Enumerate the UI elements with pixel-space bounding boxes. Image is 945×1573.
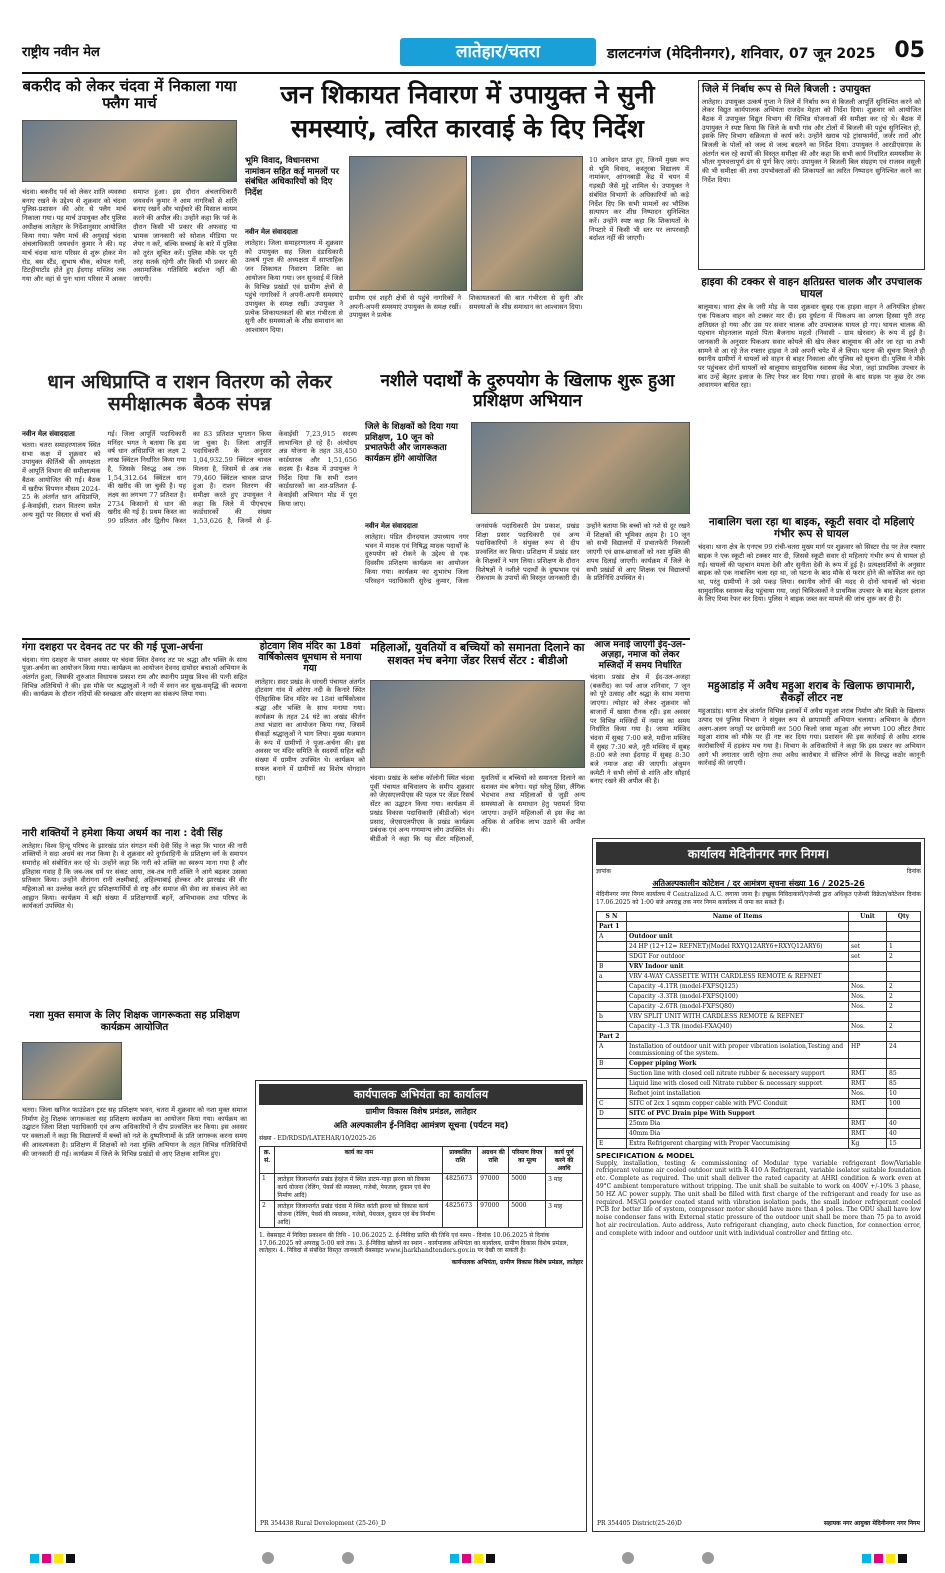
article-eid [590,640,690,786]
cell [597,951,627,961]
cell: E [597,1138,627,1148]
tender-notes: 1. वेबसाइट में निविदा प्रकाशन की तिथि - 10.06.2025 2. ई-निविदा प्राप्ति की तिथि एवं समय - दिनांक 10.06.2025 से दिनांक 17.06.2025 को अपराह्न 5:00 बजे तक। 3. ई-निविदा खोलने का स्थान - कार्यपालक अभियंता का कार्यालय, ग्रामीण विकास विशेष प्रमंडल, लातेहार। 4. निविदा से संबंधित विस्तृत जानकारी वेबसाइट www.jharkhandtenders.gov.in पर देखी जा सकती है। [259,1231,569,1255]
tender-table [596,911,921,1149]
table-row [597,921,921,931]
cell: 2 [260,1200,275,1227]
cell: set [849,951,887,961]
article-drugs [365,372,690,634]
col-header: क्र. सं. [260,1146,275,1173]
cell [597,1088,627,1098]
col-header: कार्य का नाम [275,1146,443,1173]
article-body: चतरा। जिला खनिज फाउंडेशन ट्रस्ट सह प्रशिक्षण भवन, चतरा में शुक्रवार को नशा मुक्त समाज निर्माण हेतु शिक्षक जागरूकता सह प्रशिक्षण कार्यक्रम का आयोजन किया गया। कार्यक्रम का उद्घाटन जिला शिक्षा पदाधिकारी एवं अन्य अधिकारियों ने दीप प्रज्वलित कर किया। इस अवसर पर वक्ताओं ने कहा कि विद्यालयों में बच्चों को नशे के दुष्परिणामों के प्रति जागरूक करना समय की आवश्यकता है। प्रशिक्षण में शिक्षकों को नशा मुक्ति अभियान के तहत विभिन्न गतिविधियों की जानकारी दी गई। कार्यक्रम में जिले के विभिन्न प्रखंडों से आए शिक्षक शामिल हुए। [22,1106,247,1158]
tender-ref-line [596,868,921,876]
cell [849,1108,887,1118]
headline: हाइवा की टक्कर से वाहन क्षतिग्रस्त चालक और उपचालक घायल [701,276,922,301]
table-row [597,1118,921,1128]
cell [597,1128,627,1138]
cell: RMT [849,1098,887,1108]
cell [887,1011,921,1021]
cell: Outdoor unit [627,931,849,941]
cell [849,1058,887,1068]
table-row [597,961,921,971]
cell: 4825673 [443,1200,478,1227]
yellow-swatch [886,1554,895,1563]
cell: A [597,1041,627,1058]
registration-dot [702,1552,714,1564]
table-row [597,1011,921,1021]
col-header: Unit [849,911,887,921]
col-header: Qty [887,911,921,921]
table-row [597,941,921,951]
cell: RMT [849,1128,887,1138]
black-swatch [66,1554,75,1563]
headline: नाबालिग चला रहा था बाइक, स्कूटी सवार दो महिलाएं गंभीर रूप से घायल [708,516,915,541]
tender-intro: मेदिनीनगर नगर निगम कार्यालय में Centralized A.C. लगाया जाना है। इच्छुक निविदाकारों/एजेन्सी द्वारा अधिकृत एजेन्सी विक्रेता/कोटेशन दिनांक 17.06.2025 को 1:00 बजे अपराह्न तक नगर निगम कार्यालय में जमा कर सकते हैं। [596,890,921,906]
cell: VRV Indoor unit [627,961,849,971]
cell: Part 2 [597,1031,627,1041]
cell [887,1108,921,1118]
cell [887,1058,921,1068]
article-body: चंदवा। गंगा दशहरा के पावन अवसर पर चंदवा स्थित देवनद तट पर श्रद्धा और भक्ति के साथ पूजा-अर्चना का आयोजन किया गया। कार्यक्रम का आयोजन देवनद दामोदर बचाओ अभियान के अंतर्गत हुआ, जिसकी शुरुआत विधायक प्रकाश राम और स्थानीय प्रमुख विश्व की पत्नी सहित विभिन्न अतिथियों ने की। इस मौके पर श्रद्धालुओं ने नदी में स्नान कर सुख-समृद्धि की कामना की। कार्यक्रम के दौरान नदियों की स्वच्छता और संरक्षण का संकल्प लिया गया। [22,655,247,699]
article-ration [22,372,357,634]
cell: Nos. [849,1088,887,1098]
cell: Kg [849,1138,887,1148]
ref-left: ज्ञापांक [596,868,611,875]
cell: Installation of outdoor unit with proper vibration isolation,Testing and commissioning of the system. [627,1041,849,1058]
article-bakrid [22,78,237,348]
cell: 5000 [509,1200,546,1227]
cell: 40mm Dia [627,1128,849,1138]
cell [627,1031,849,1041]
tender-table [259,1146,583,1228]
headline: आज मनाई जाएगी ईद-उल-अज़हा, नमाज को लेकर मस्जिदों में समय निर्धारित [594,640,686,671]
cell: 2 [887,951,921,961]
cell: 3 माह [546,1200,583,1227]
cell [597,1118,627,1128]
bullet-box [365,422,465,467]
table-row [597,1021,921,1031]
print-registration-strip [22,1549,925,1569]
registration-dot [622,1552,634,1564]
bullet-box [245,156,343,201]
table-row [260,1173,583,1200]
tender-office: कार्यालय मेदिनीनगर नगर निगम। [596,842,921,865]
article-body: चतरा। चतरा समाहरणालय स्थित सभा कक्ष में शुक्रवार को उपायुक्त कीर्तिश्री की अध्यक्षता में आपूर्ति विभाग की समीक्षात्मक बैठक आयोजित की गई। बैठक में खरीफ विपणन मौसम 2024-25 के अंतर्गत धान अधिप्राप्ति, ई-केवाईसी, राशन वितरण समेत अन्य मुद्दों पर विस्तार से चर्चा की गई। जिला आपूर्ति पदाधिकारी मनिंदर भगत ने बताया कि इस वर्ष धान अधिप्राप्ति का लक्ष्य 2 लाख क्विंटल निर्धारित किया गया है, जिसके विरुद्ध अब तक 1,54,312.64 क्विंटल धान की खरीद की जा चुकी है। यह लक्ष्य का लगभग 77 प्रतिशत है। 2734 किसानों से धान की खरीद की गई है। प्रथम किस्त का 99 प्रतिशत और द्वितीय किस्त का 83 प्रतिशत भुगतान किया जा चुका है। जिला आपूर्ति पदाधिकारी के अनुसार 1,04,932.59 क्विंटल चावल मिलना है, जिसमें से अब तक 79,460 क्विंटल चावल प्राप्त हुआ है। राशन वितरण की समीक्षा करते हुए उपायुक्त ने कहा कि जिले में पीएचएच कार्डधारकों की संख्या 1,53,626 है, जिनमें से ई-केवाईसी 7,23,915 सदस्य लाभान्वित हो रहे हैं। अंत्योदय अन्न योजना के तहत 38,450 कार्डधारक और 1,51,656 सदस्य हैं। बैठक में उपायुक्त ने निर्देश दिया कि सभी राशन कार्डधारकों का शत-प्रतिशत ई-केवाईसी अभियान मोड में पूरा किया जाए। [22,430,357,526]
cell: 100 [887,1098,921,1108]
headline: धान अधिप्राप्ति व राशन वितरण को लेकर समीक्षात्मक बैठक संपन्न [47,371,332,415]
cell: 85 [887,1078,921,1088]
cell: b [597,1011,627,1021]
article-body: लातेहार। उपायुक्त उत्कर्ष गुप्ता ने जिले में निर्बाध रूप से बिजली आपूर्ति सुनिश्चित करने को लेकर विद्युत कार्यपालक अभियंता राजदेव मेहता को निर्देश दिया। शुक्रवार को आयोजित बैठक में उपायुक्त विद्युत विभाग की विभिन्न योजनाओं की समीक्षा कर रहे थे। बैठक में उपायुक्त ने स्पष्ट किया कि जिले के सभी गांव और टोलों में बिजली की पहुंच सुनिश्चित हो, इसके लिए विभाग सक्रियता से कार्य करे। उन्होंने खराब पड़े ट्रांसफार्मरों, जर्जर तारों और बिजली के पोलों को जल्द से जल्द बदलने का निर्देश दिया। उपायुक्त ने आरडीएसएस के अंतर्गत चल रहे कार्यों की विस्तृत समीक्षा की और कहा कि सभी कार्य निर्धारित समयसीमा के भीतर गुणवत्तापूर्ण ढंग से पूर्ण किए जाएं। उपायुक्त ने बिजली बिल संग्रहण एवं राजस्व वसूली की भी समीक्षा की तथा उपभोक्ताओं की शिकायतों का त्वरित निष्पादन सुनिश्चित करने का निर्देश दिया। [702,97,921,184]
article-body: लातेहार। सदर प्रखंड के धरधरी पंचायत अंतर्गत होटवाग गांव में ओरंगा नदी के किनारे स्थित ऐतिहासिक शिव मंदिर का 18वां वार्षिकोत्सव श्रद्धा और भक्ति के साथ मनाया गया। कार्यक्रम के तहत 24 घंटे का अखंड कीर्तन तथा भंडारा का आयोजन किया गया, जिसमें सैकड़ों श्रद्धालुओं ने भाग लिया। मुख्य यजमान के रूप में ग्रामीणों ने पूजा-अर्चना की। इस अवसर पर मंदिर समिति के सदस्यों सहित बड़ी संख्या में ग्रामीण उपस्थित थे। कार्यक्रम को सफल बनाने में ग्रामीणों का विशेष योगदान रहा। [255,677,366,782]
cell: Nos. [849,1001,887,1011]
cell: 97000 [478,1173,509,1200]
table-row [597,931,921,941]
ref-right: दिनांक [906,868,921,875]
cell [887,931,921,941]
cyan-swatch [862,1554,871,1563]
headline: नारी शक्तियों ने हमेशा किया अधर्म का नाश : देवी सिंह [22,828,223,839]
article-mahua [698,680,925,830]
col-header: S N [597,911,627,921]
table-row [597,1128,921,1138]
header-rule [22,72,925,74]
cell [887,971,921,981]
article-body: लातेहार। पंडित दीनदयाल उपाध्याय नगर भवन में मादक एवं निषिद्ध मादक पदार्थों के दुरुपयोग को रोकने के उद्देश्य से एक दिवसीय प्रशिक्षण कार्यक्रम का आयोजन किया गया। कार्यक्रम का शुभारंभ जिला परिवहन पदाधिकारी सुरेन्द्र कुमार, जिला जनसंपर्क पदाधिकारी प्रेम प्रकाश, प्रखंड शिक्षा प्रसार पदाधिकारी एवं अन्य पदाधिकारियों ने संयुक्त रूप से दीप प्रज्वलित कर किया। प्रशिक्षण में प्रखंड स्तर के शिक्षकों ने भाग लिया। प्रशिक्षण के दौरान विशेषज्ञों ने नशीले पदार्थों के दुष्प्रभाव एवं रोकथाम के उपायों की विस्तृत जानकारी दी। उन्होंने बताया कि बच्चों को नशे से दूर रखने में शिक्षकों की भूमिका अहम है। 10 जून को सभी विद्यालयों में प्रभातफेरी निकाली जाएगी एवं छात्र-छात्राओं को नशा मुक्ति की शपथ दिलाई जाएगी। कार्यक्रम में जिले के सभी प्रखंडों से आए शिक्षक एवं विद्यालयों के प्रतिनिधि उपस्थित थे। [365,522,690,585]
left-col [245,228,343,335]
tender-notice: अति अल्पकालीन ई-निविदा आमंत्रण सूचना (पर्यटन मद) [333,1121,509,1132]
tender-pr-code: PR 354405 District(25-26)D [597,1520,682,1528]
masthead: राष्ट्रीय नवीन मेल [22,45,100,60]
headline: गंगा दशहरा पर देवनद तट पर की गई पूजा-अर्चना [22,642,203,653]
magenta-swatch [42,1554,51,1563]
table-row [597,991,921,1001]
cell: Capacity -3.3TR (model-FXFSQ100) [627,991,849,1001]
bullet-item: भूमि विवाद, विधानसभा नामांकन सहित कई मामलों पर संबंधित अधिकारियों को दिए निर्देश [245,156,339,198]
cell [849,971,887,981]
cell: 40 [887,1128,921,1138]
cell: 2 [887,991,921,1001]
headline: जिले में निर्बाध रूप से मिले बिजली : उपायुक्त [702,84,871,95]
tender-signature: सहायक नगर आयुक्त मेदिनीनगर नगर निगम [823,1520,920,1528]
table-row [597,1001,921,1011]
article-bdo [370,642,585,1072]
cell [849,1031,887,1041]
cell: set [849,941,887,951]
cell: VRV 4-WAY CASSETTE WITH CARDLESS REMOTE & REFNET [627,971,849,981]
col-header: Name of Items [627,911,849,921]
cell: Copper piping Work [627,1058,849,1068]
tender-subtitle: ग्रामीण विकास विशेष प्रमंडल, लातेहार [365,1107,477,1116]
cell [887,961,921,971]
cell: Refnet joint installation [627,1088,849,1098]
yellow-swatch [54,1554,63,1563]
article-nasha-camp [22,1010,247,1530]
byline: नवीन मेल संवाददाता [245,228,298,236]
headline: नशीले पदार्थों के दुरुपयोग के खिलाफ शुरू हुआ प्रशिक्षण अभियान [380,371,675,411]
photo-caption-1: ग्रामीण एवं शहरी क्षेत्रों से पहुंचे नागरिकों ने अपनी-अपनी समस्याएं उपायुक्त के समक्ष रखीं। उपायुक्त ने प्रत्येक [349,294,461,320]
table-row [597,1041,921,1058]
headline: जन शिकायत निवारण में उपायुक्त ने सुनी समस्याएं, त्वरित कारवाई के दिए निर्देश [280,80,655,143]
tender-signature: कार्यपालक अभियंता, ग्रामीण विकास विशेष प्रमंडल, लातेहार [451,1259,583,1267]
cell: RMT [849,1118,887,1128]
table-row [597,1088,921,1098]
tender-office: कार्यपालक अभियंता का कार्यालय [259,1084,583,1105]
cyan-swatch [30,1554,39,1563]
bullet-item: जिले के शिक्षकों को दिया गया प्रशिक्षण, 10 जून को प्रभातफेरी और जागरूकता कार्यक्रम होंगे आयोजित [365,422,458,464]
article-highway [698,276,925,512]
cell [597,1001,627,1011]
article-body: बालूमाथ। थाना क्षेत्र के जरी मोड़ के पास शुक्रवार सुबह एक हाइवा वाहन ने अनियंत्रित होकर एक पिकअप वाहन को टक्कर मार दी। इस दुर्घटना में पिकअप का अगला हिस्सा पूरी तरह क्षतिग्रस्त हो गया और उस पर सवार चालक और उपचालक घायल हो गए। घायल चालक की पहचान मोहनलाल महतो पिता बैजनाथ महतो (निवासी - ग्राम खेरवार) के रूप में हुई है। जानकारी के अनुसार पिकअप सवार कोयले की खेप लेकर बालूमाथ की ओर जा रहा था तभी सामने से आ रहे तेज रफ्तार हाइवा ने उसे अपनी चपेट में ले लिया। घटना की सूचना मिलते ही स्थानीय ग्रामीणों ने घायलों को वाहन से बाहर निकाला और पुलिस को सूचना दी। पुलिस ने मौके पर पहुंचकर दोनों घायलों को बालूमाथ सामुदायिक स्वास्थ्य केंद्र भेजा, जहां प्राथमिक उपचार के बाद उन्हें बेहतर इलाज के लिए रेफर कर दिया गया। हादसे के बाद सड़क पर कुछ देर तक आवागमन बाधित रहा। [698,303,925,390]
cell: 5000 [509,1173,546,1200]
photo-villagers [471,156,583,291]
cell: RMT [849,1078,887,1088]
article-devi-singh [22,828,247,1006]
section-banner: लातेहार/चतरा [400,38,596,66]
col-header: अग्रधन की राशि [478,1146,509,1173]
black-swatch [486,1554,495,1563]
article-body: चंदवा। प्रखंड के ब्लॉक कॉलोनी स्थित चंदवा पूर्वी पंचायत सचिवालय के समीप शुक्रवार को जेएसएलपीएस की पहल पर जेंडर रिसर्च सेंटर का उद्घाटन किया गया। कार्यक्रम में प्रखंड विकास पदाधिकारी (बीडीओ) चंदन प्रसाद, जेएसएलपीएस के प्रखंड कार्यक्रम प्रबंधक एवं अन्य गणमान्य लोग उपस्थित थे। बीडीओ ने कहा कि यह सेंटर महिलाओं, युवतियों व बच्चियों को समानता दिलाने का सशक्त मंच बनेगा। यहां घरेलू हिंसा, लैंगिक भेदभाव तथा महिलाओं से जुड़ी अन्य समस्याओं के समाधान हेतु परामर्श दिया जाएगा। उन्होंने महिलाओं से इस केंद्र का अधिक से अधिक लाभ उठाने की अपील की। [370,774,585,843]
headline: होटवाग शिव मंदिर का 18वां वार्षिकोत्सव धूमधाम से मनाया गया [258,641,362,674]
cell: Liquid line with closed cell Nitrate rubber & necessary support [627,1078,849,1088]
spec-text: Supply, installation, testing & commissioning of Modular type variable refrigerant flow/Variable refrigerant volume air cooled outdoor unit with R 410 A Refrigerant, variable isolator suitable foundation etc. Complete as required. The unit shall deliver the rated capacity at AHRI condition & work even at 49°C ambient temperature without tripping. The unit shall be suitable to work on 400V +/-10% 3 phase, 50 HZ AC power supply. The unit shall be filled with first charge of the refrigerant and ready for use as required. MS/GI powder coated stand with vibration isolation pads, the small indoor refrigerant cooled PCB for better life of system, compressor motor should have more than 4 poles. The ODU shall have low noise condenser fans with External static pressure of the outdoor unit shall be more than 75 pa to avoid hot air recirculation. Auto address, Auto refrigerant changing, auto check function, for connection error, and complete with indoor and outdoor unit with individual controller and fitting etc. [596,1159,921,1237]
cell: a [597,971,627,981]
table-row [597,1098,921,1108]
cell: Capacity -4.1TR (model-FXFSQ125) [627,981,849,991]
cell [597,1068,627,1078]
photo-training [471,422,690,514]
tender-table-body [597,921,921,1148]
cell: Extra Refrigerent charging with Proper Vaccumising [627,1138,849,1148]
cell [597,1078,627,1088]
cell [627,921,849,931]
cell [597,1021,627,1031]
byline: नवीन मेल संवाददाता [22,430,75,438]
cell [887,921,921,931]
cell: 2 [887,1001,921,1011]
cell: 97000 [478,1200,509,1227]
table-row [597,1078,921,1088]
cell: C [597,1098,627,1108]
table-row [597,1058,921,1068]
tender-rural-development [255,1080,587,1532]
article-grievance [245,78,690,373]
tender-notice: अतिअल्पकालीन कोटेशन / दर आमंत्रण सूचना संख्या 16 / 2025-26 [652,878,865,888]
article-columns [365,522,690,634]
col-header: परिमाण विपत्र का मूल्य [509,1146,546,1173]
article-hotwag [255,642,365,1072]
yellow-swatch [474,1554,483,1563]
page-number: 05 [894,38,925,63]
cyan-swatch [450,1554,459,1563]
cell: 15 [887,1138,921,1148]
cell: HP [849,1041,887,1058]
cell: SDGT For outdoor [627,951,849,961]
page-header [22,36,925,70]
magenta-swatch [462,1554,471,1563]
cell: 3 माह [546,1173,583,1200]
table-row [597,981,921,991]
col-header: कार्य पूर्ण करने की अवधि [546,1146,583,1173]
headline: महुआडांड़ में अवैध महुआ शराब के खिलाफ छापामारी, सैकड़ों लीटर नष्ट [707,680,916,705]
cell: 1 [260,1173,275,1200]
cell: 1 [887,941,921,951]
article-body-right: 10 आवेदन प्राप्त हुए, जिनमें मुख्य रूप से भूमि विवाद, कस्तूरबा विद्यालय में नामांकन, आंगनबाड़ी केंद्र में चयन में गड़बड़ी जैसे मुद्दे शामिल थे। उपायुक्त ने संबंधित विभागों के अधिकारियों को कड़े निर्देश दिए कि सभी मामलों का भौतिक सत्यापन कर शीघ्र निष्पादन सुनिश्चित करें। उन्होंने स्पष्ट कहा कि शिकायतों के निपटारे में किसी भी स्तर पर लापरवाही बर्दाश्त नहीं की जाएगी। [589,156,689,243]
cell: Capacity -1.3 TR (model-FXAQ40) [627,1021,849,1031]
cell: Part 1 [597,921,627,931]
cell: 4825673 [443,1173,478,1200]
cell [887,1031,921,1041]
section-rule [22,638,690,640]
photo-flag-march [22,120,237,182]
cell: Capacity -2.6TR (model-FXFSQ80) [627,1001,849,1011]
tender-header-row [260,1146,583,1173]
cell: 10 [887,1088,921,1098]
cell: Nos. [849,981,887,991]
tender-header-row [597,911,921,921]
cell: B [597,961,627,971]
tender-nagar-nigam [592,838,925,1532]
article-electricity [698,80,925,270]
article-body: चंदवा। प्रखंड क्षेत्र में ईद-उल-अजहा (बकरीद) का पर्व आज शनिवार, 7 जून को पूरे उत्साह और श्रद्धा के साथ मनाया जाएगा। त्योहार को लेकर शुक्रवार को बाजारों में खासा रौनक रही। इस अवसर पर विभिन्न मस्जिदों में नमाज का समय निर्धारित किया गया है। जामा मस्जिद चंदवा में सुबह 7:00 बजे, मदीना मस्जिद में सुबह 7:30 बजे, नूरी मस्जिद में सुबह 8:00 बजे तथा ईदगाह में सुबह 8:30 बजे नमाज अदा की जाएगी। अंजुमन कमेटी ने सभी लोगों से शांति और सौहार्द बनाए रखने की अपील की है। [590,673,690,786]
cell: Suction line with closed cell nitrate rubber & necessary support [627,1068,849,1078]
article-minor-bike [698,516,925,676]
article-body: चंदवा। थाना क्षेत्र के एनएच 99 रांची-चतरा मुख्य मार्ग पर शुक्रवार को सिस्टर रोड पर तेज रफ्तार बाइक ने एक स्कूटी को टक्कर मार दी, जिससे स्कूटी सवार दो महिलाएं गंभीर रूप से घायल हो गईं। घायलों की पहचान ममता देवी और सुनीता देवी के रूप में हुई है। प्रत्यक्षदर्शियों के अनुसार बाइक को एक नाबालिग चला रहा था, जो घटना के बाद मौके से फरार होने की कोशिश कर रहा था, परंतु ग्रामीणों ने उसे पकड़ लिया। स्थानीय लोगों की मदद से दोनों घायलों को चंदवा सामुदायिक स्वास्थ्य केंद्र पहुंचाया गया, जहां चिकित्सकों ने प्राथमिक उपचार के बाद बेहतर इलाज के लिए रिम्स रेफर कर दिया। पुलिस ने बाइक जब्त कर मामले की जांच शुरू कर दी है। [698,543,925,604]
headline: नशा मुक्त समाज के लिए शिक्षक जागरूकता सह प्रशिक्षण कार्यक्रम आयोजित [29,1010,240,1033]
cell: लातेहार जिलान्तर्गत प्रखंड हेरहंज में स्थित डाटम-गाहा झरना को विकास कार्य योजना (रेलिंग, पेवर्स की व्यवस्था, गजेबो, पेयजल, दुकान एवं बेंच निर्माण आदि) [275,1173,443,1200]
table-row [597,951,921,961]
article-ganga [22,642,247,827]
photo-teacher-camp [22,1042,122,1100]
cell: B [597,1058,627,1068]
table-row [597,1138,921,1148]
cell: D [597,1108,627,1118]
cell: 24 [887,1041,921,1058]
table-row [597,1031,921,1041]
cell [597,941,627,951]
photo-gender-centre [370,680,585,768]
registration-dot [342,1552,354,1564]
table-row [597,971,921,981]
magenta-swatch [874,1554,883,1563]
cell: 24 HP (12+12= REFNET)(Model RXYQ12ARY6+RXYQ12ARY6) [627,941,849,951]
cell [849,931,887,941]
cell: A [597,931,627,941]
photo-caption-2: शिकायतकर्ता की बात गंभीरता से सुनी और समस्याओं के शीघ्र समाधान का आश्वासन दिया। [469,294,583,311]
dateline: डालटनगंज (मेदिनीनगर), शनिवार, 07 जून 2025 [607,46,876,62]
table-row [260,1200,583,1227]
article-body: महुआडांड़। थाना क्षेत्र अंतर्गत विभिन्न इलाकों में अवैध महुआ शराब निर्माण और बिक्री के खिलाफ उत्पाद एवं पुलिस विभाग ने संयुक्त रूप से छापामारी अभियान चलाया। अभियान के दौरान अलग-अलग जगहों पर छापेमारी कर 500 किलो जावा महुआ और लगभग 100 लीटर तैयार महुआ शराब को मौके पर ही नष्ट कर दिया गया। प्रशासन की इस कार्रवाई से अवैध शराब कारोबारियों में हड़कंप मच गया है। विभाग के अधिकारियों ने कहा कि इस प्रकार का अभियान आगे भी लगातार जारी रहेगा तथा अवैध कारोबार में संलिप्त लोगों के विरुद्ध कठोर कानूनी कार्रवाई की जाएगी। [698,707,925,768]
col-header: प्राक्कलित राशि [443,1146,478,1173]
article-body-left: लातेहार। जिला समाहरणालय में शुक्रवार को उपायुक्त सह जिला दंडाधिकारी उत्कर्ष गुप्ता की अध्यक्षता में साप्ताहिक जन शिकायत निवारण शिविर का आयोजन किया गया। जन सुनवाई में जिले के विभिन्न प्रखंडों एवं ग्रामीण क्षेत्रों से पहुंचे नागरिकों ने अपनी-अपनी समस्याएं उपायुक्त के समक्ष रखीं। उपायुक्त ने प्रत्येक शिकायतकर्ता की बात गंभीरता से सुनी और समस्याओं के शीघ्र समाधान का आश्वासन दिया। [245,239,343,335]
cell: लातेहार जिलान्तर्गत प्रखंड चंदवा में स्थित कांती झरना को विकास कार्य योजना (रेलिंग, पेवर्स की व्यवस्था, गजेबो, पेयजल, दुकान एवं बेंच निर्माण आदि) [275,1200,443,1227]
headline: बकरीद को लेकर चंदवा में निकाला गया फ्लैग मार्च [22,77,237,113]
article-columns [22,430,357,634]
registration-dot [262,1552,274,1564]
cell [849,961,887,971]
cell: SITC of PVC Drain pipe With Support [627,1108,849,1118]
cell: 85 [887,1068,921,1078]
table-row [597,1108,921,1118]
cell: 40 [887,1118,921,1128]
cell: VRV SPLIT UNIT WITH CARDLESS REMOTE & REFNET [627,1011,849,1021]
cell: Nos. [849,991,887,1001]
tender-pr-code: PR 354438 Rural Development (25-26)_D [260,1520,386,1528]
cell: 2 [887,1021,921,1031]
cell: 2 [887,981,921,991]
headline: महिलाओं, युवतियों व बच्चियों को समानता दिलाने का सशक्त मंच बनेगा जेंडर रिसर्च सेंटर : बीडीओ [370,641,585,667]
cell: SITC of 2cx 1 sqmm copper cable with PVC Conduit [627,1098,849,1108]
table-row [597,1068,921,1078]
cell [597,981,627,991]
cell [849,1011,887,1021]
tender-ref: संख्या - ED/RDSD/LATEHAR/10/2025-26 [259,1134,376,1142]
article-body: लातेहार। विश्व हिन्दू परिषद के झारखंड प्रांत संगठन मंत्री देवी सिंह ने कहा कि भारत की नारी शक्तियों ने सदा अधर्म का नाश किया है। वे शुक्रवार को दुर्गावाहिनी के प्रशिक्षण वर्ग के समापन समारोह को संबोधित कर रहे थे। उन्होंने कहा कि नारी को शक्ति का स्वरूप माना गया है और इतिहास गवाह है कि जब-जब धर्म पर संकट आया, तब-तब नारी शक्ति ने आगे बढ़कर उसका प्रतिकार किया। उन्होंने वीरांगना रानी लक्ष्मीबाई, अहिल्याबाई होल्कर और झारखंड की वीर महिलाओं का उल्लेख करते हुए प्रशिक्षणार्थियों से राष्ट्र और समाज की सेवा का संकल्प लेने का आह्वान किया। कार्यक्रम में बड़ी संख्या में प्रशिक्षणार्थी बहनें, अभिभावक तथा परिषद के कार्यकर्ता उपस्थित थे। [22,841,247,911]
cell: RMT [849,1068,887,1078]
black-swatch [898,1554,907,1563]
byline: नवीन मेल संवाददाता [365,522,418,530]
cell: Nos. [849,1021,887,1031]
cell [849,921,887,931]
article-body: चंदवा। बकरीद पर्व को लेकर शांति व्यवस्था बनाए रखने के उद्देश्य से शुक्रवार को चंदवा पुलिस-प्रशासन की ओर से फ्लैग मार्च निकाला गया। यह मार्च उपायुक्त और पुलिस अधीक्षक लातेहार के निर्देशानुसार आयोजित किया गया। फ्लैग मार्च की अगुवाई चंदवा अंचलाधिकारी जयवर्धन कुमार ने की। यह मार्च चंदवा थाना परिसर से शुरू होकर मेन रोड, बस स्टैंड, सुभाष चौक, कोयल गली, टिटहीयाटोंड होते हुए ईदगाह मस्जिद तक गया और वहां से पुनः थाना परिसर में आकर समाप्त हुआ। इस दौरान अंचलाधिकारी जयवर्धन कुमार ने आम नागरिकों से शांति बनाए रखने और भाईचारे की मिसाल कायम करने की अपील की। उन्होंने कहा कि पर्व के दौरान किसी भी प्रकार की अफवाह या भ्रामक जानकारी को सोशल मीडिया पर शेयर न करें, बल्कि सच्चाई के बारे में पुलिस को तुरंत सूचित करें। पुलिस मौके पर पूरी तरह सतर्क रहेगी और किसी भी प्रकार की असामाजिक गतिविधि बर्दाश्त नहीं की जाएगी। [22,188,237,284]
photo-dc-hearing [349,156,467,291]
spec-title: SPECIFICATION & MODEL [596,1151,695,1160]
cell: 25mm Dia [627,1118,849,1128]
cell [597,991,627,1001]
